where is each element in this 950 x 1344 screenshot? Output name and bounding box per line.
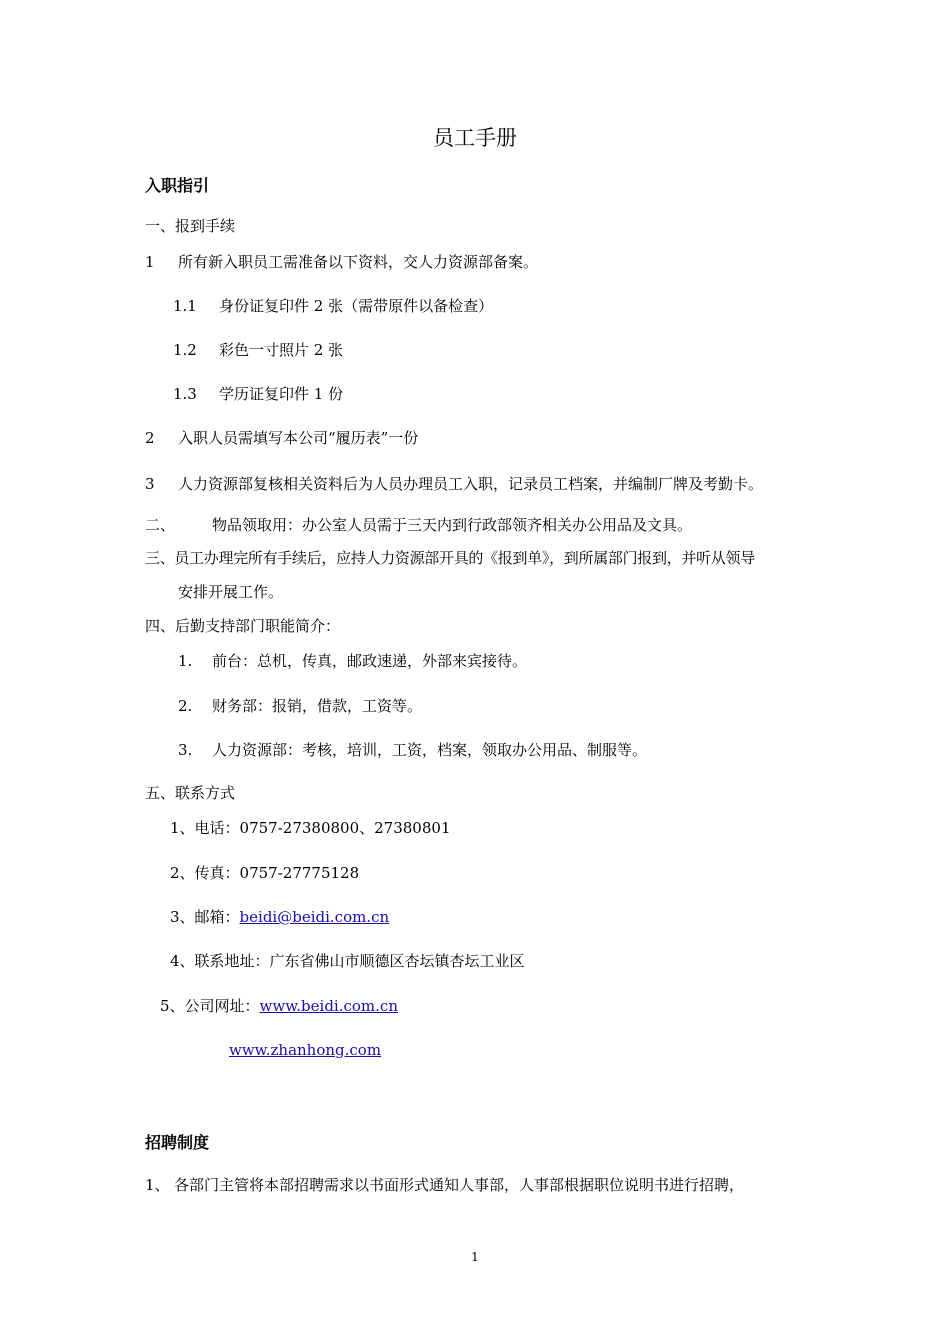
dept-number: 1. — [178, 652, 193, 670]
contact-fax — [170, 863, 359, 883]
item-number: 1、 — [145, 1176, 170, 1194]
item-report-to-dept-line1: 三、员工办理完所有手续后，应持人力资源部开具的《报到单》，到所属部门报到，并听从领导 — [145, 549, 755, 567]
item-contact: 五、联系方式 — [145, 784, 236, 802]
item-report-to-dept-line2: 安排开展工作。 — [178, 583, 284, 601]
sub-item-1-1 — [173, 296, 493, 316]
step-text: 所有新入职员工需准备以下资料，交人力资源部备案。 — [178, 253, 539, 271]
page-number: 1 — [471, 1250, 479, 1264]
step-2 — [145, 428, 418, 448]
contact-email — [170, 907, 389, 927]
document-title: 员工手册 — [433, 126, 517, 150]
sub-item-text: 彩色一寸照片 2 张 — [219, 341, 344, 359]
contact-phone-label: 1、电话： — [170, 819, 240, 837]
contact-phone — [170, 818, 451, 838]
dept-number: 3. — [178, 741, 193, 759]
item-text: 物品领取用：办公室人员需于三天内到行政部领齐相关办公用品及文具。 — [212, 516, 693, 534]
dept-number: 2. — [178, 697, 193, 715]
dept-front-desk — [178, 651, 527, 671]
sub-item-1-3 — [173, 384, 343, 404]
step-text: 入职人员需填写本公司“履历表”一份 — [178, 429, 419, 447]
dept-finance — [178, 696, 422, 716]
item-text: 各部门主管将本部招聘需求以书面形式通知人事部，人事部根据职位说明书进行招聘， — [174, 1176, 745, 1194]
contact-fax-value: 0757-27775128 — [239, 864, 360, 882]
dept-hr — [178, 740, 647, 760]
step-number: 3 — [145, 475, 155, 493]
sub-item-number: 1.3 — [173, 385, 197, 403]
contact-phone-value: 0757-27380800、27380801 — [239, 819, 451, 837]
contact-fax-label: 2、传真： — [170, 864, 240, 882]
contact-address-label: 4、联系地址： — [170, 952, 270, 970]
section-heading-recruitment: 招聘制度 — [145, 1133, 210, 1152]
website-link-beidi[interactable]: www.beidi.com.cn — [259, 997, 398, 1015]
item-supplies — [145, 515, 692, 535]
contact-address — [170, 951, 525, 971]
step-1 — [145, 252, 538, 272]
dept-text: 前台：总机，传真，邮政速递，外部来宾接待。 — [212, 652, 528, 670]
contact-email-label: 3、邮箱： — [170, 908, 240, 926]
section-heading-onboarding: 入职指引 — [145, 176, 210, 195]
step-3 — [145, 474, 763, 494]
item-report-procedures: 一、报到手续 — [145, 217, 236, 235]
contact-website — [160, 996, 398, 1016]
website-link-zhanhong[interactable]: www.zhanhong.com — [229, 1041, 382, 1059]
step-number: 1 — [145, 253, 155, 271]
item-number: 二、 — [145, 516, 176, 534]
sub-item-number: 1.1 — [173, 297, 197, 315]
contact-website-2 — [229, 1040, 381, 1060]
sub-item-text: 学历证复印件 1 份 — [219, 385, 344, 403]
step-text: 人力资源部复核相关资料后为人员办理员工入职，记录员工档案，并编制厂牌及考勤卡。 — [178, 475, 764, 493]
contact-website-label: 5、公司网址： — [160, 997, 260, 1015]
email-link[interactable]: beidi@beidi.com.cn — [239, 908, 390, 926]
dept-text: 财务部：报销，借款，工资等。 — [212, 697, 423, 715]
sub-item-number: 1.2 — [173, 341, 197, 359]
sub-item-1-2 — [173, 340, 343, 360]
contact-address-value: 广东省佛山市顺德区杏坛镇杏坛工业区 — [269, 952, 525, 970]
recruitment-item-1 — [145, 1175, 744, 1195]
step-number: 2 — [145, 429, 155, 447]
dept-text: 人力资源部：考核，培训，工资，档案，领取办公用品、制服等。 — [212, 741, 648, 759]
sub-item-text: 身份证复印件 2 张（需带原件以备检查） — [219, 297, 494, 315]
item-support-depts: 四、后勤支持部门职能简介： — [145, 617, 341, 635]
